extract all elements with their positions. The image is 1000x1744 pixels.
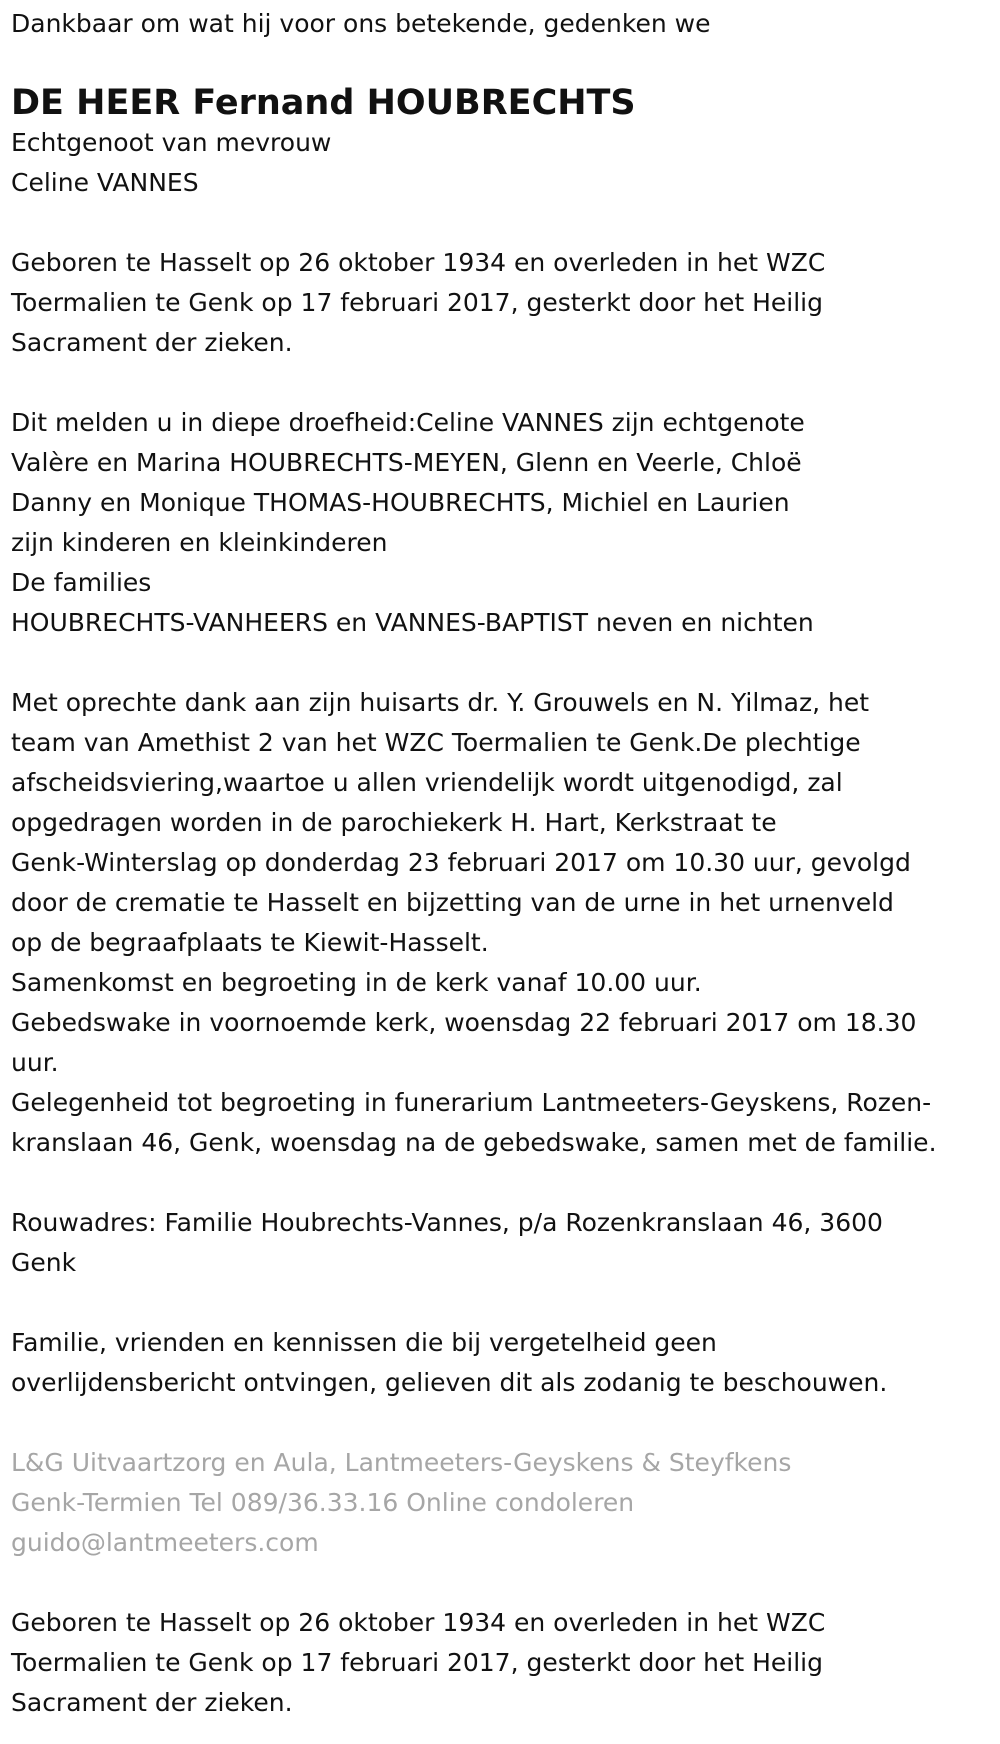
funeral-home-email: guido@lantmeeters.com xyxy=(11,1528,319,1557)
spacer xyxy=(11,1163,1000,1203)
spacer xyxy=(11,1403,1000,1443)
spacer xyxy=(11,203,1000,243)
ceremony-line: team van Amethist 2 van het WZC Toermalien te Genk.De plechtige xyxy=(11,728,861,757)
family-line: zijn kinderen en kleinkinderen xyxy=(11,528,388,557)
family-line: De families xyxy=(11,568,152,597)
funeral-home-block xyxy=(11,1443,1000,1563)
ceremony-line: door de crematie te Hasselt en bijzetting van de urne in het urnenveld xyxy=(11,888,894,917)
address-line: Genk xyxy=(11,1248,77,1277)
funeral-home-line: L&G Uitvaartzorg en Aula, Lantmeeters-Geyskens & Steyfkens xyxy=(11,1448,792,1477)
spacer xyxy=(11,1283,1000,1323)
address-line: Rouwadres: Familie Houbrechts-Vannes, p/a Rozenkranslaan 46, 3600 xyxy=(11,1208,883,1237)
notice-line: Familie, vrienden en kennissen die bij vergetelheid geen xyxy=(11,1328,717,1357)
deceased-name: DE HEER Fernand HOUBRECHTS xyxy=(11,83,636,123)
address-block xyxy=(11,1203,1000,1283)
birth-death-line: Toermalien te Genk op 17 februari 2017, gesterkt door het Heilig xyxy=(11,288,823,317)
spouse-block xyxy=(11,123,1000,203)
spacer xyxy=(11,1563,1000,1603)
ceremony-line: Genk-Winterslag op donderdag 23 februari 2017 om 10.30 uur, gevolgd xyxy=(11,848,911,877)
spouse-line: Celine VANNES xyxy=(11,168,199,197)
birth-death-line: Sacrament der zieken. xyxy=(11,328,293,357)
ceremony-block xyxy=(11,683,1000,1163)
spacer xyxy=(11,643,1000,683)
birth-death-repeat-block xyxy=(11,1603,1000,1723)
ceremony-line: uur. xyxy=(11,1048,59,1077)
birth-death-line: Geboren te Hasselt op 26 oktober 1934 en overleden in het WZC xyxy=(11,1608,826,1637)
ceremony-line: Gebedswake in voornoemde kerk, woensdag 22 februari 2017 om 18.30 xyxy=(11,1008,917,1037)
ceremony-line: afscheidsviering,waartoe u allen vriendelijk wordt uitgenodigd, zal xyxy=(11,768,843,797)
birth-death-line: Geboren te Hasselt op 26 oktober 1934 en overleden in het WZC xyxy=(11,248,826,277)
family-block xyxy=(11,403,1000,643)
notice-line: overlijdensbericht ontvingen, gelieven dit als zodanig te beschouwen. xyxy=(11,1368,888,1397)
ceremony-line: Samenkomst en begroeting in de kerk vanaf 10.00 uur. xyxy=(11,968,702,997)
ceremony-line: op de begraafplaats te Kiewit-Hasselt. xyxy=(11,928,489,957)
ceremony-line: Gelegenheid tot begroeting in funerarium Lantmeeters-Geyskens, Rozen- xyxy=(11,1088,932,1117)
spacer xyxy=(11,363,1000,403)
notice-block xyxy=(11,1323,1000,1403)
birth-death-line: Toermalien te Genk op 17 februari 2017, gesterkt door het Heilig xyxy=(11,1648,823,1677)
family-line: Danny en Monique THOMAS-HOUBRECHTS, Michiel en Laurien xyxy=(11,488,790,517)
funeral-home-line: Genk-Termien Tel 089/36.33.16 Online condoleren xyxy=(11,1488,635,1517)
spacer xyxy=(11,44,1000,80)
family-line: Valère en Marina HOUBRECHTS-MEYEN, Glenn en Veerle, Chloë xyxy=(11,448,802,477)
ceremony-line: Met oprechte dank aan zijn huisarts dr. Y. Grouwels en N. Yilmaz, het xyxy=(11,688,870,717)
intro-text: Dankbaar om wat hij voor ons betekende, gedenken we xyxy=(11,9,711,38)
ceremony-line: opgedragen worden in de parochiekerk H. Hart, Kerkstraat te xyxy=(11,808,777,837)
family-line: HOUBRECHTS-VANHEERS en VANNES-BAPTIST neven en nichten xyxy=(11,608,814,637)
family-line: Dit melden u in diepe droefheid:Celine VANNES zijn echtgenote xyxy=(11,408,805,437)
birth-death-block xyxy=(11,243,1000,363)
spouse-line: Echtgenoot van mevrouw xyxy=(11,128,332,157)
birth-death-line: Sacrament der zieken. xyxy=(11,1688,293,1717)
ceremony-line: kranslaan 46, Genk, woensdag na de gebedswake, samen met de familie. xyxy=(11,1128,937,1157)
